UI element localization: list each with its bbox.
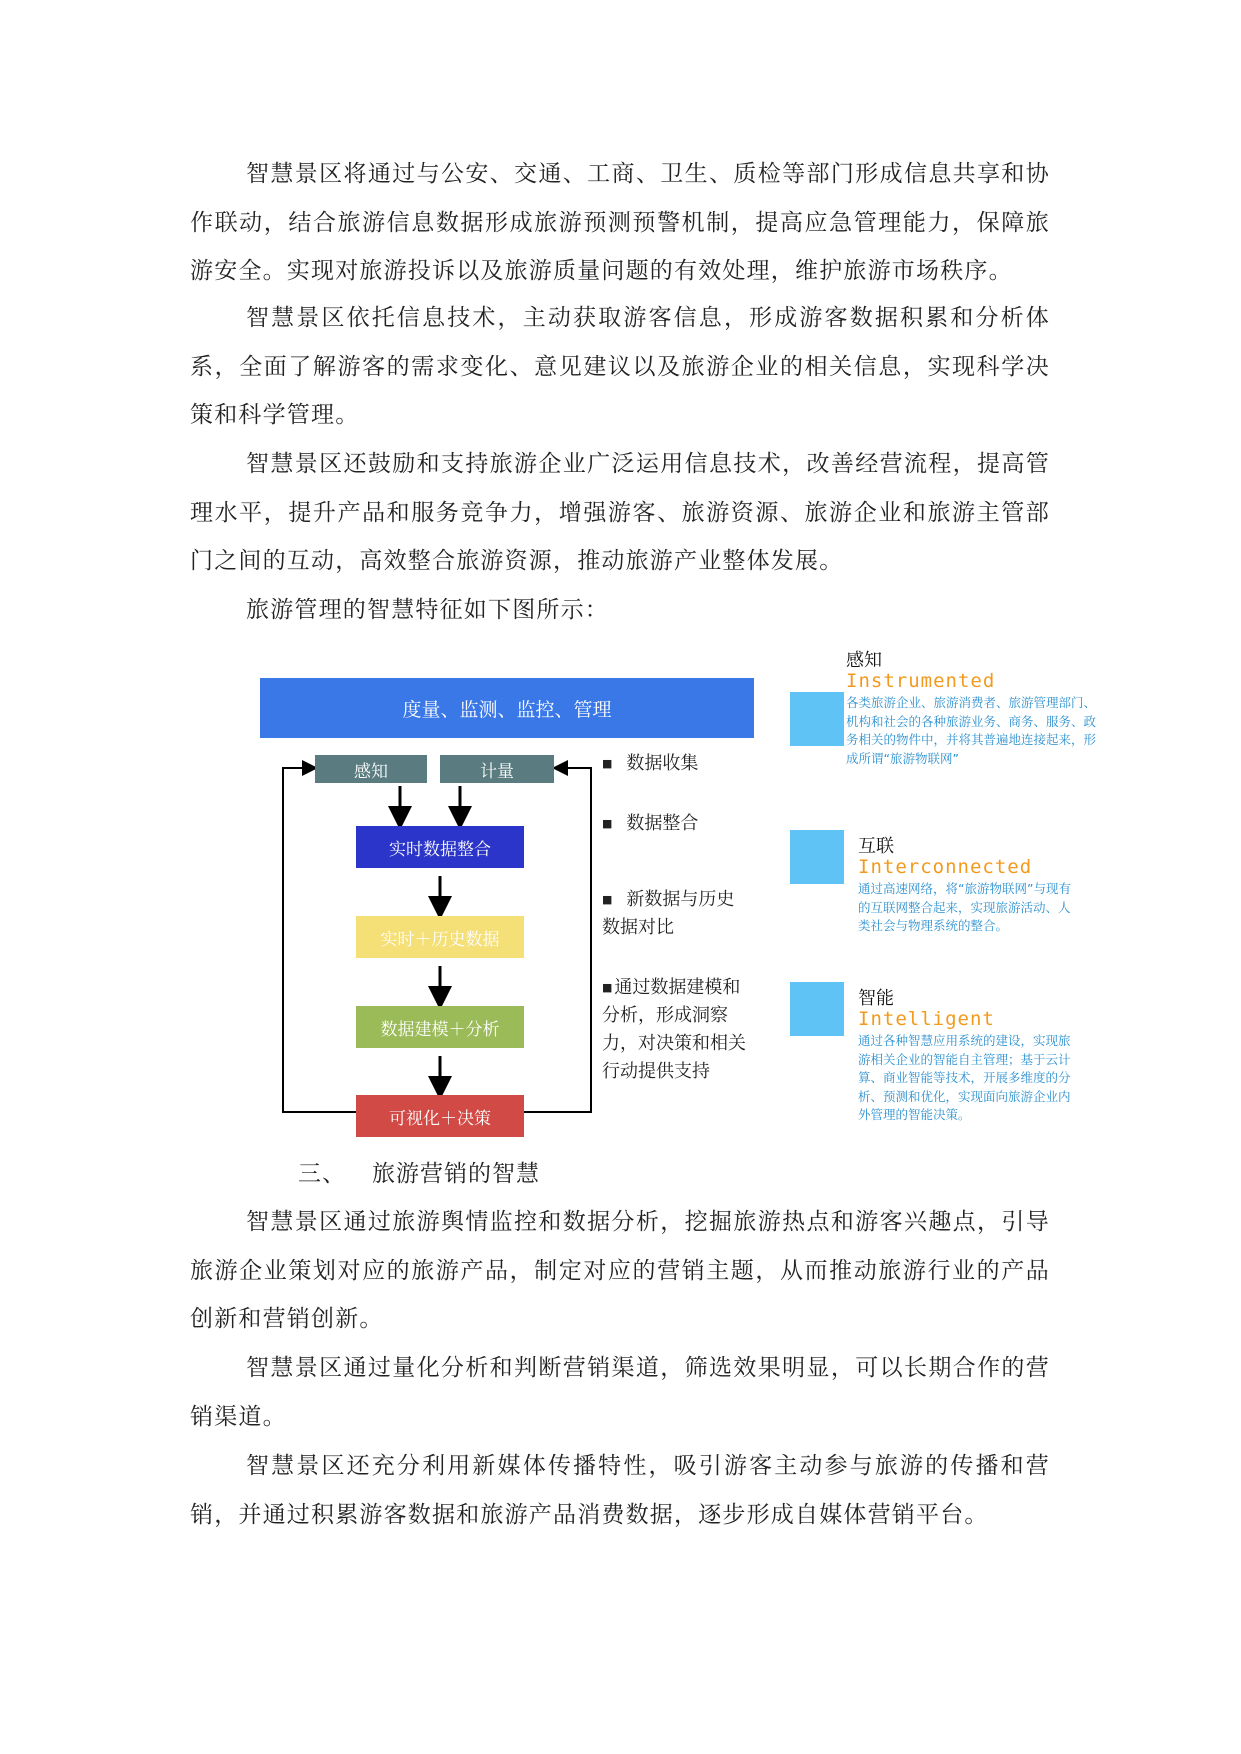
feature-desc-intelligent: 通过各种智慧应用系统的建设，实现旅游相关企业的智能自主管理；基于云计算、商业智能等技术，开展多维度的分析、预测和优化，实现面向旅游企业内外管理的智能决策。 bbox=[858, 1033, 1071, 1122]
feature-desc-interconnected: 通过高速网络，将“旅游物联网”与现有的互联网整合起来，实现旅游活动、人类社会与物理系统的整合。 bbox=[858, 881, 1071, 933]
paragraph-visitor-data: 智慧景区依托信息技术，主动获取游客信息，形成游客数据积累和分析体系，全面了解游客的需求变化、意见建议以及旅游企业的相关信息，实现科学决策和科学管理。 bbox=[190, 305, 1050, 428]
feature-title-interconnected: 互联 bbox=[858, 836, 894, 857]
bullet-modeling-support: ■ 通过数据建模和分析，形成洞察力，对决策和相关行动提供支持 bbox=[602, 977, 746, 1082]
feature-square-intelligent bbox=[790, 982, 844, 1036]
step-realtime-integration: 实时数据整合 bbox=[356, 826, 524, 868]
bullet-data-integration: ■ 数据整合 bbox=[602, 813, 699, 834]
feature-square-interconnected bbox=[790, 830, 844, 884]
feature-title-intelligent: 智能 bbox=[858, 988, 894, 1009]
step-realtime-history: 实时＋历史数据 bbox=[356, 916, 524, 958]
feature-en-instrumented: Instrumented bbox=[846, 670, 996, 692]
feature-title-instrumented: 感知 bbox=[846, 650, 882, 671]
paragraph-marketing-hotspots: 智慧景区通过旅游舆情监控和数据分析，挖掘旅游热点和游客兴趣点，引导旅游企业策划对应的旅游产品，制定对应的营销主题，从而推动旅游行业的产品创新和营销创新。 bbox=[190, 1209, 1050, 1332]
feature-en-interconnected: Interconnected bbox=[858, 856, 1033, 878]
paragraph-info-sharing: 智慧景区将通过与公安、交通、工商、卫生、质检等部门形成信息共享和协作联动，结合旅游信息数据形成旅游预测预警机制，提高应急管理能力，保障旅游安全。实现对旅游投诉以及旅游质量问题的有效处理，维护旅游市场秩序。 bbox=[190, 161, 1050, 284]
section-number: 三、 bbox=[298, 1161, 346, 1187]
paragraph-marketing-channels: 智慧景区通过量化分析和判断营销渠道，筛选效果明显，可以长期合作的营销渠道。 bbox=[190, 1355, 1050, 1430]
paragraph-new-media: 智慧景区还充分利用新媒体传播特性，吸引游客主动参与旅游的传播和营销，并通过积累游客数据和旅游产品消费数据，逐步形成自媒体营销平台。 bbox=[190, 1453, 1050, 1528]
bullet-data-comparison: ■ 新数据与历史数据对比 bbox=[602, 889, 735, 938]
step-visualize-decide: 可视化＋决策 bbox=[356, 1095, 524, 1137]
feedback-loop-left bbox=[283, 768, 356, 1112]
section-title: 旅游营销的智慧 bbox=[372, 1161, 540, 1187]
feature-desc-instrumented: 各类旅游企业、旅游消费者、旅游管理部门、机构和社会的各种旅游业务、商务、服务、政务相关的物件中，并将其普遍地连接起来，形成所谓“旅游物联网” bbox=[846, 695, 1097, 766]
top-bar-measure-monitor: 度量、监测、监控、管理 bbox=[260, 678, 754, 738]
paragraph-enterprise-support: 智慧景区还鼓励和支持旅游企业广泛运用信息技术，改善经营流程，提高管理水平，提升产品和服务竞争力，增强游客、旅游资源、旅游企业和旅游主管部门之间的互动，高效整合旅游资源，推动旅游产业整体发展。 bbox=[190, 451, 1050, 574]
feature-square-instrumented bbox=[790, 692, 844, 746]
feature-en-intelligent: Intelligent bbox=[858, 1008, 995, 1030]
box-sense: 感知 bbox=[315, 755, 427, 783]
smart-management-diagram bbox=[250, 640, 1110, 1140]
step-modeling-analysis: 数据建模＋分析 bbox=[356, 1006, 524, 1048]
bullet-data-collection: ■ 数据收集 bbox=[602, 753, 699, 774]
paragraph-figure-intro: 旅游管理的智慧特征如下图所示： bbox=[246, 597, 609, 623]
section-heading-marketing bbox=[298, 1154, 540, 1194]
feedback-loop-right bbox=[524, 768, 591, 1112]
box-measure: 计量 bbox=[440, 755, 554, 783]
